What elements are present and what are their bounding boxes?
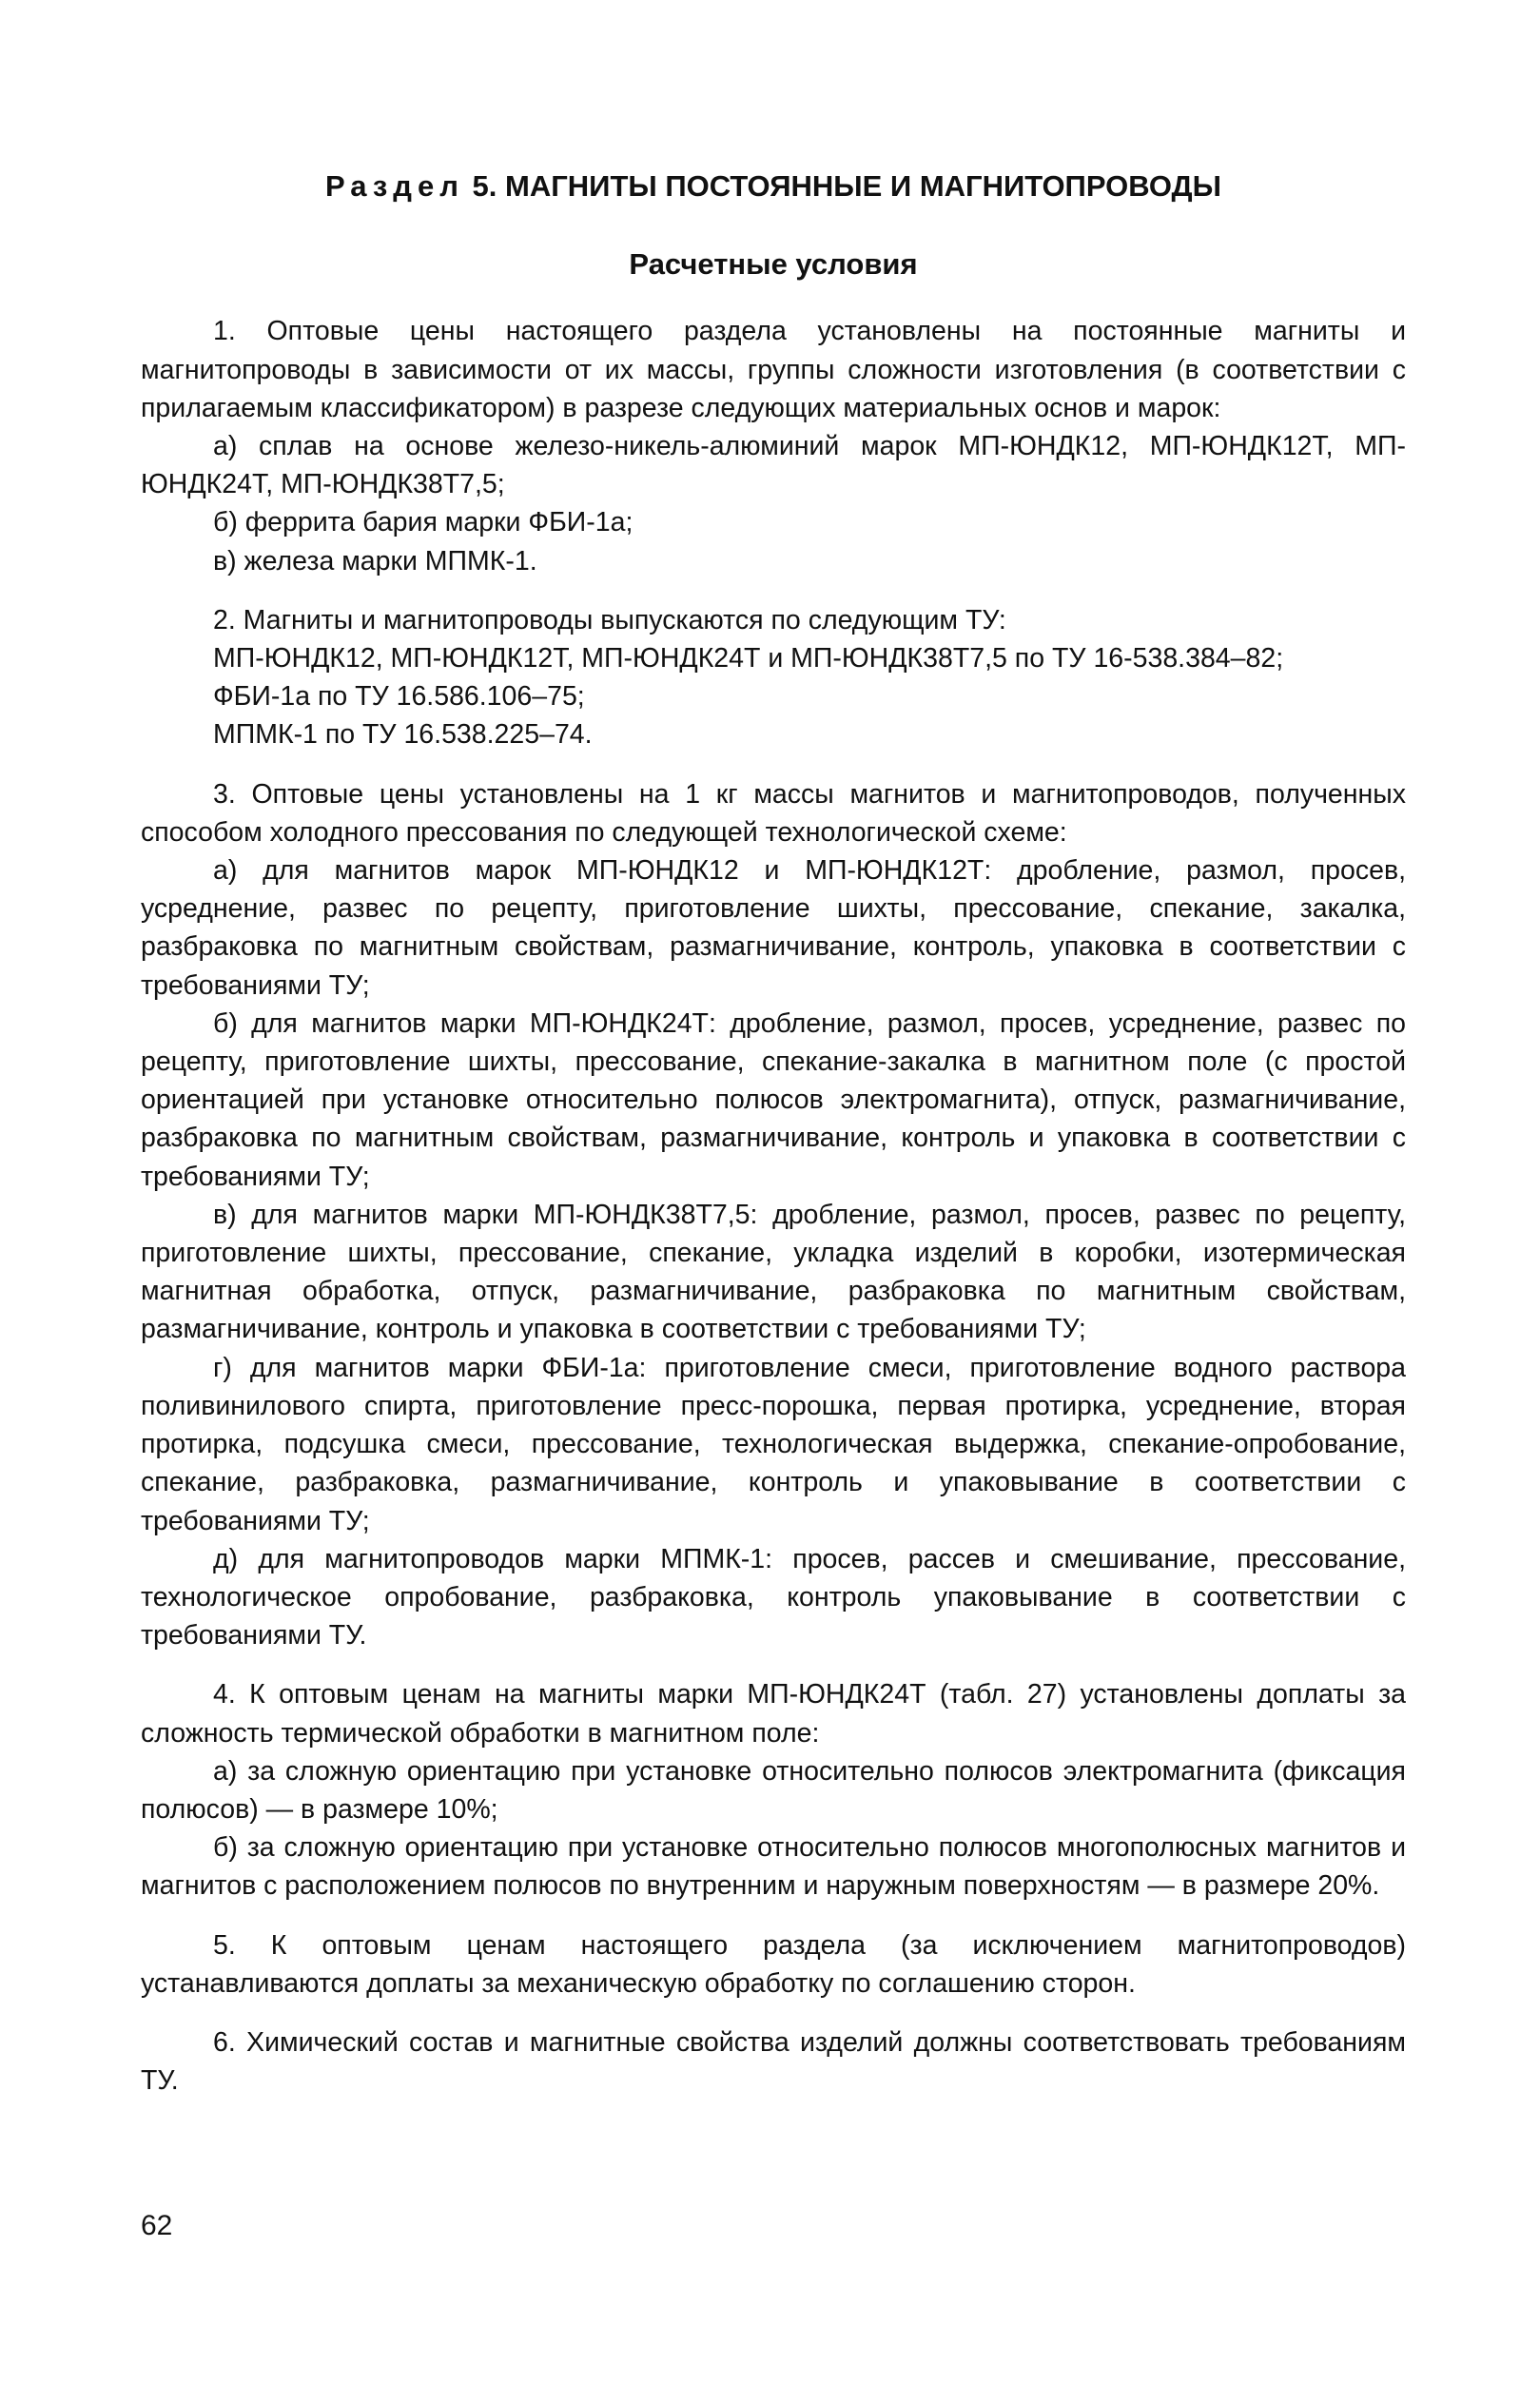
paragraph-4a: а) за сложную ориентацию при установке относительно полюсов электромагнита (фиксация полюсов) — в размере 10%;	[141, 1755, 1406, 1825]
paragraph-1b: б) феррита бария марки ФБИ-1а;	[213, 507, 634, 538]
paragraph-3a: а) для магнитов марок МП-ЮНДК12 и МП-ЮНДК12Т: дробление, размол, просев, усреднение, развес по рецепту, приготовление шихты, прессование, спекание, закалка, разбраковка по магнитным свойствам, размагничивание, контроль, упаковка в соответствии с требованиями ТУ;	[141, 855, 1406, 1001]
paragraph-5: 5. К оптовым ценам настоящего раздела (за исключением магнитопроводов) устанавливаются доплаты за механическую обработку по соглашению сторон.	[141, 1929, 1406, 1999]
document-page	[141, 167, 1406, 2100]
paragraph-3d: г) для магнитов марки ФБИ-1а: приготовление смеси, приготовление водного раствора поливинилового спирта, приготовление пресс-порошка, первая протирка, усреднение, вторая протирка, подсушка смеси, прессование, технологическая выдержка, спекание-опробование, спекание, разбраковка, размагничивание, контроль и упаковывание в соответствии с требованиями ТУ;	[141, 1352, 1406, 1536]
paragraph-2: 2. Магниты и магнитопроводы выпускаются по следующим ТУ:	[213, 604, 1006, 635]
paragraph-1: 1. Оптовые цены настоящего раздела установлены на постоянные магниты и магнитопроводы в зависимости от их массы, группы сложности изготовления (в соответствии с прилагаемым классификатором) в разрезе следующих материальных основ и марок:	[141, 316, 1406, 423]
paragraph-6: 6. Химический состав и магнитные свойства изделий должны соответствовать требованиям ТУ.	[141, 2026, 1406, 2097]
paragraph-2a: МП-ЮНДК12, МП-ЮНДК12Т, МП-ЮНДК24Т и МП-ЮНДК38Т7,5 по ТУ 16-538.384–82;	[213, 643, 1284, 674]
paragraph-1a: а) сплав на основе железо-никель-алюминий марок МП-ЮНДК12, МП-ЮНДК12Т, МП-ЮНДК24Т, МП-ЮНДК38Т7,5;	[141, 431, 1406, 500]
page-number: 62	[141, 2210, 173, 2241]
paragraph-3c: в) для магнитов марки МП-ЮНДК38Т7,5: дробление, размол, просев, развес по рецепту, приготовление шихты, прессование, спекание, укладка изделий в коробки, изотермическая магнитная обработка, отпуск, размагничивание, разбраковка по магнитным свойствам, размагничивание, контроль и упаковка в соответствии с требованиями ТУ;	[141, 1199, 1406, 1345]
paragraph-3b: б) для магнитов марки МП-ЮНДК24Т: дробление, размол, просев, усреднение, развес по рецепту, приготовление шихты, прессование, спекание-закалка в магнитном поле (с простой ориентацией при установке относительно полюсов электромагнита), отпуск, размагничивание, разбраковка по магнитным свойствам, размагничивание, контроль и упаковка в соответствии с требованиями ТУ;	[141, 1007, 1406, 1192]
paragraph-3e: д) для магнитопроводов марки МПМК-1: просев, рассев и смешивание, прессование, технологическое опробование, разбраковка, контроль упаковывание в соответствии с требованиями ТУ.	[141, 1543, 1406, 1652]
paragraph-2b: ФБИ-1а по ТУ 16.586.106–75;	[213, 681, 585, 713]
paragraph-2c: МПМК-1 по ТУ 16.538.225–74.	[213, 719, 593, 751]
section-title-text: 5. МАГНИТЫ ПОСТОЯННЫЕ И МАГНИТОПРОВОДЫ	[472, 169, 1221, 203]
paragraph-1c: в) железа марки МПМК-1.	[213, 545, 537, 577]
paragraph-4: 4. К оптовым ценам на магниты марки МП-ЮНДК24Т (табл. 27) установлены доплаты за сложность термической обработки в магнитном поле:	[141, 1679, 1406, 1749]
paragraph-3: 3. Оптовые цены установлены на 1 кг массы магнитов и магнитопроводов, полученных способом холодного прессования по следующей технологической схеме:	[141, 778, 1406, 848]
section-label: Раздел	[325, 169, 464, 203]
paragraph-4b: б) за сложную ориентацию при установке относительно полюсов многополюсных магнитов и магнитов с расположением полюсов по внутренним и наружным поверхностям — в размере 20%.	[141, 1832, 1406, 1902]
section-title	[141, 167, 1406, 205]
subtitle: Расчетные условия	[629, 247, 918, 282]
